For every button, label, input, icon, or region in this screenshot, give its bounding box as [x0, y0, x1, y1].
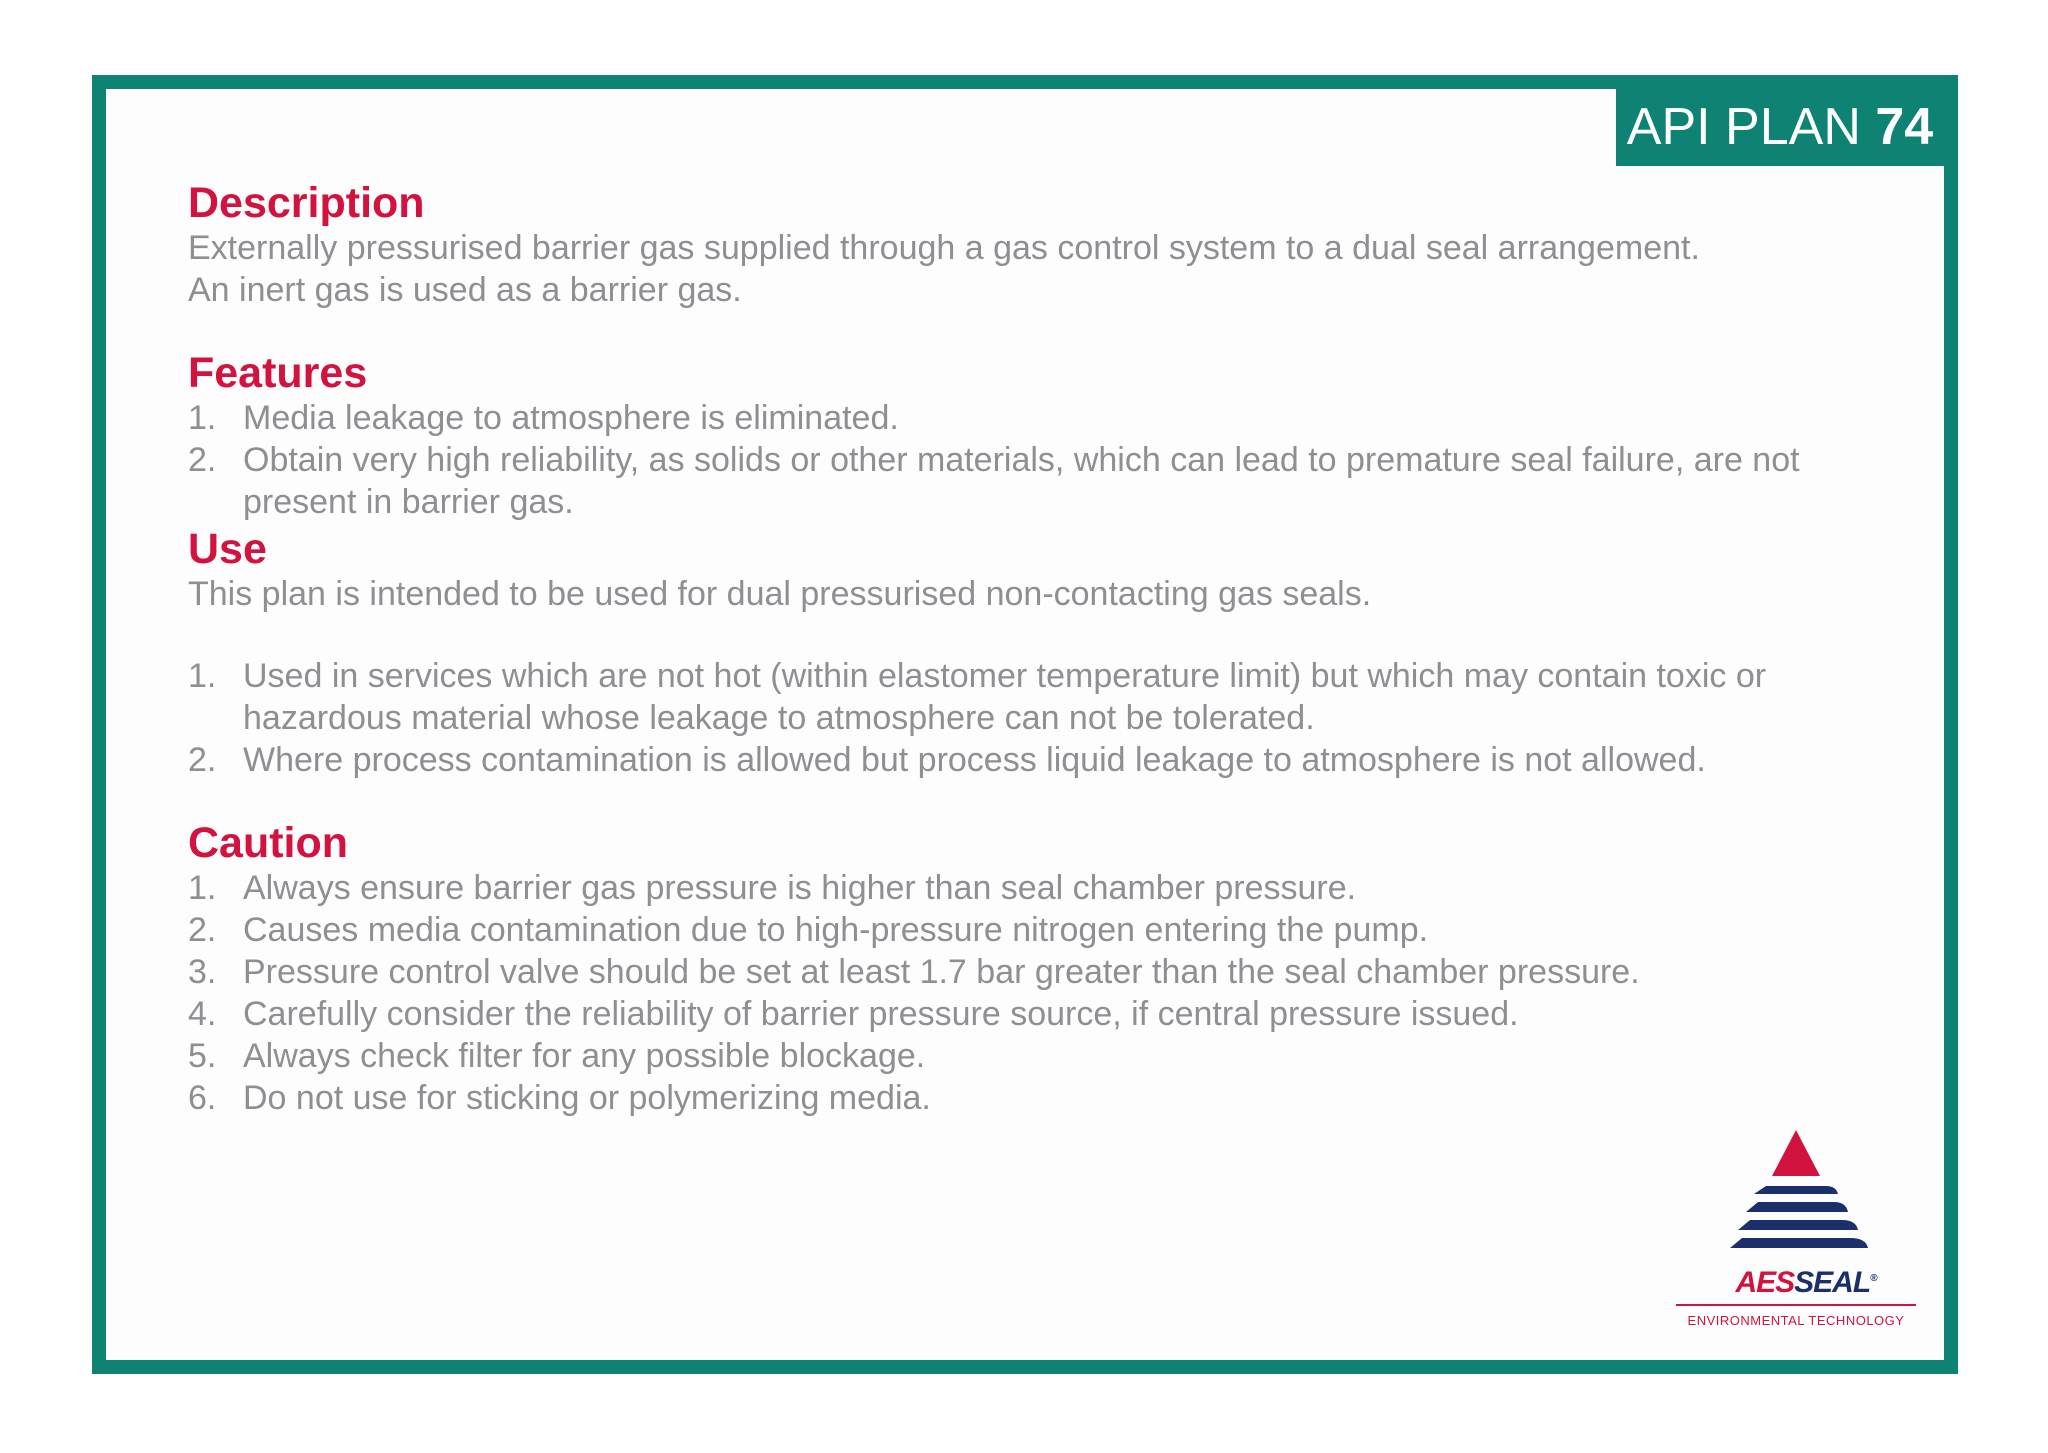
list-item — [188, 439, 1908, 523]
list-text: Obtain very high reliability, as solids or other materials, which can lead to premature seal failure, are not present in barrier gas. — [243, 441, 1800, 521]
logo-stripe — [1738, 1220, 1858, 1230]
list-number: 6. — [188, 1079, 217, 1117]
list-text: Carefully consider the reliability of barrier pressure source, if central pressure issued. — [243, 995, 1519, 1033]
plan-tag-number: 74 — [1875, 98, 1934, 156]
list-text: Always check filter for any possible blockage. — [243, 1037, 926, 1075]
list-number: 4. — [188, 995, 217, 1033]
list-number: 3. — [188, 953, 217, 991]
features-heading: Features — [188, 349, 368, 397]
logo-stripe — [1730, 1238, 1868, 1248]
aesseal-triangle-icon — [1676, 1128, 1916, 1268]
list-number: 1. — [188, 869, 217, 907]
logo-tagline: ENVIRONMENTAL TECHNOLOGY — [1687, 1313, 1905, 1328]
logo-divider — [1676, 1304, 1916, 1306]
logo-peak — [1772, 1130, 1820, 1176]
list-text: Do not use for sticking or polymerizing media. — [243, 1079, 931, 1117]
caution-heading: Caution — [188, 819, 349, 867]
list-item — [188, 739, 1908, 781]
list-text: Causes media contamination due to high-pressure nitrogen entering the pump. — [243, 911, 1429, 949]
plan-tag-prefix: API PLAN — [1626, 98, 1861, 156]
list-number: 2. — [188, 911, 217, 949]
list-number: 5. — [188, 1037, 217, 1075]
features-list — [188, 397, 1908, 523]
list-number: 1. — [188, 399, 217, 437]
caution-list — [188, 867, 1908, 1119]
list-item — [188, 1035, 1908, 1077]
plan-card — [92, 75, 1958, 1374]
logo-wordmark-seal: SEAL — [1794, 1266, 1871, 1299]
logo-stripe — [1754, 1186, 1838, 1194]
list-text: Pressure control valve should be set at least 1.7 bar greater than the seal chamber pressure. — [243, 953, 1640, 991]
aesseal-logo — [1676, 1128, 1916, 1338]
list-number: 2. — [188, 741, 217, 779]
list-text: Always ensure barrier gas pressure is higher than seal chamber pressure. — [243, 869, 1357, 907]
list-item — [188, 867, 1908, 909]
logo-stripe — [1746, 1202, 1848, 1212]
content — [188, 179, 1908, 1119]
list-item — [188, 655, 1908, 739]
logo-wordmark — [1716, 1264, 1896, 1298]
list-item — [188, 909, 1908, 951]
list-number: 2. — [188, 441, 217, 479]
list-number: 1. — [188, 657, 217, 695]
list-item — [188, 1077, 1908, 1119]
use-heading: Use — [188, 525, 267, 573]
logo-wordmark-aes: AES — [1735, 1266, 1795, 1299]
use-list — [188, 655, 1908, 781]
list-item — [188, 951, 1908, 993]
registered-mark: ® — [1870, 1273, 1877, 1284]
plan-tag — [1616, 89, 1944, 166]
description-line: An inert gas is used as a barrier gas. — [188, 271, 742, 309]
use-intro: This plan is intended to be used for dual pressurised non-contacting gas seals. — [188, 575, 1372, 613]
description-line: Externally pressurised barrier gas supplied through a gas control system to a dual seal arrangement. — [188, 229, 1700, 267]
list-text: Media leakage to atmosphere is eliminated. — [243, 399, 899, 437]
list-text: Where process contamination is allowed but process liquid leakage to atmosphere is not allowed. — [243, 741, 1706, 779]
list-item — [188, 397, 1908, 439]
description-heading: Description — [188, 179, 425, 227]
list-text: Used in services which are not hot (within elastomer temperature limit) but which may contain toxic or hazardous material whose leakage to atmosphere can not be tolerated. — [243, 657, 1767, 737]
list-item — [188, 993, 1908, 1035]
